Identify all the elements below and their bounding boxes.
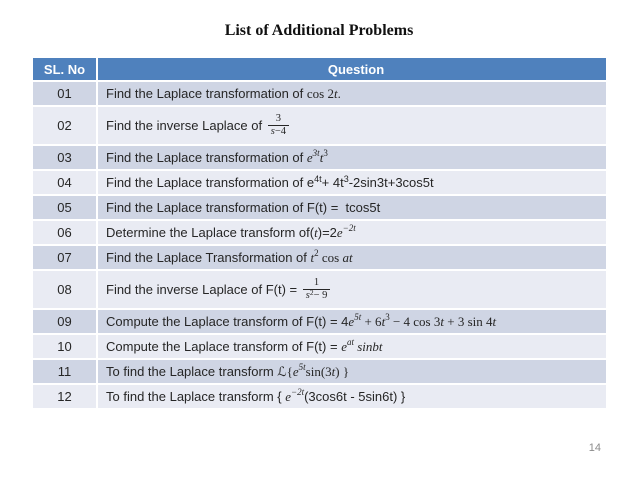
fraction: $\frac{1}{s^2- 9}$ <box>303 277 331 302</box>
question-cell: Find the inverse Laplace of F(t) = $\frac{1}{s^2- 9}$ <box>98 271 606 308</box>
row-number-cell: 12 <box>33 385 96 408</box>
table-row <box>33 221 606 244</box>
row-number-cell: 10 <box>33 335 96 358</box>
question-cell: Find the inverse Laplace of $\frac{3}{s-4}$ <box>98 107 606 144</box>
row-number-cell: 08 <box>33 271 96 308</box>
page-number: 14 <box>588 442 601 454</box>
question-cell: Determine the Laplace transform of( t )=2 e −2t <box>98 221 606 244</box>
row-number-cell: 03 <box>33 146 96 169</box>
table-row <box>33 107 606 144</box>
row-number-cell: 07 <box>33 246 96 269</box>
question-cell: Find the Laplace Transformation of t 2 cos at <box>98 246 606 269</box>
row-number-cell: 11 <box>33 360 96 383</box>
table-row <box>33 271 606 308</box>
table-row <box>33 310 606 333</box>
table-body <box>33 82 606 408</box>
slide-title: List of Additional Problems <box>224 22 414 39</box>
question-cell: Find the Laplace transformation of e 4t + 4t 3 -2sin3t+3cos5t <box>98 171 606 194</box>
question-cell: Find the Laplace transformation of F(t) = tcos5t <box>98 196 606 219</box>
table-header-row <box>33 58 606 80</box>
table-row <box>33 171 606 194</box>
table-row <box>33 335 606 358</box>
header-sl-no: SL. No <box>33 58 96 80</box>
row-number-cell: 04 <box>33 171 96 194</box>
problems-table <box>33 58 606 408</box>
row-number-cell: 06 <box>33 221 96 244</box>
question-cell: To find the Laplace transform ℒ{ e 5t sin(3 t ) } <box>98 360 606 383</box>
question-cell: Find the Laplace transformation of cos 2 t . <box>98 82 606 105</box>
question-cell: Compute the Laplace transform of F(t) = 4 e 5t + 6 t 3 − 4 cos 3 t + 3 sin 4 t <box>98 310 606 333</box>
table-row <box>33 385 606 408</box>
row-number-cell: 01 <box>33 82 96 105</box>
table-row <box>33 196 606 219</box>
row-number-cell: 09 <box>33 310 96 333</box>
question-cell: Find the Laplace transformation of e 3t t 3 <box>98 146 606 169</box>
row-number-cell: 05 <box>33 196 96 219</box>
question-cell: To find the Laplace transform { e −2t (3cos6t - 5sin6t) } <box>98 385 606 408</box>
fraction: $\frac{3}{s-4}$ <box>268 113 289 138</box>
header-question: Question <box>98 58 606 80</box>
table-row <box>33 146 606 169</box>
table-row <box>33 82 606 105</box>
question-cell: Compute the Laplace transform of F(t) = e at sinbt <box>98 335 606 358</box>
table-row <box>33 246 606 269</box>
table-row <box>33 360 606 383</box>
row-number-cell: 02 <box>33 107 96 144</box>
